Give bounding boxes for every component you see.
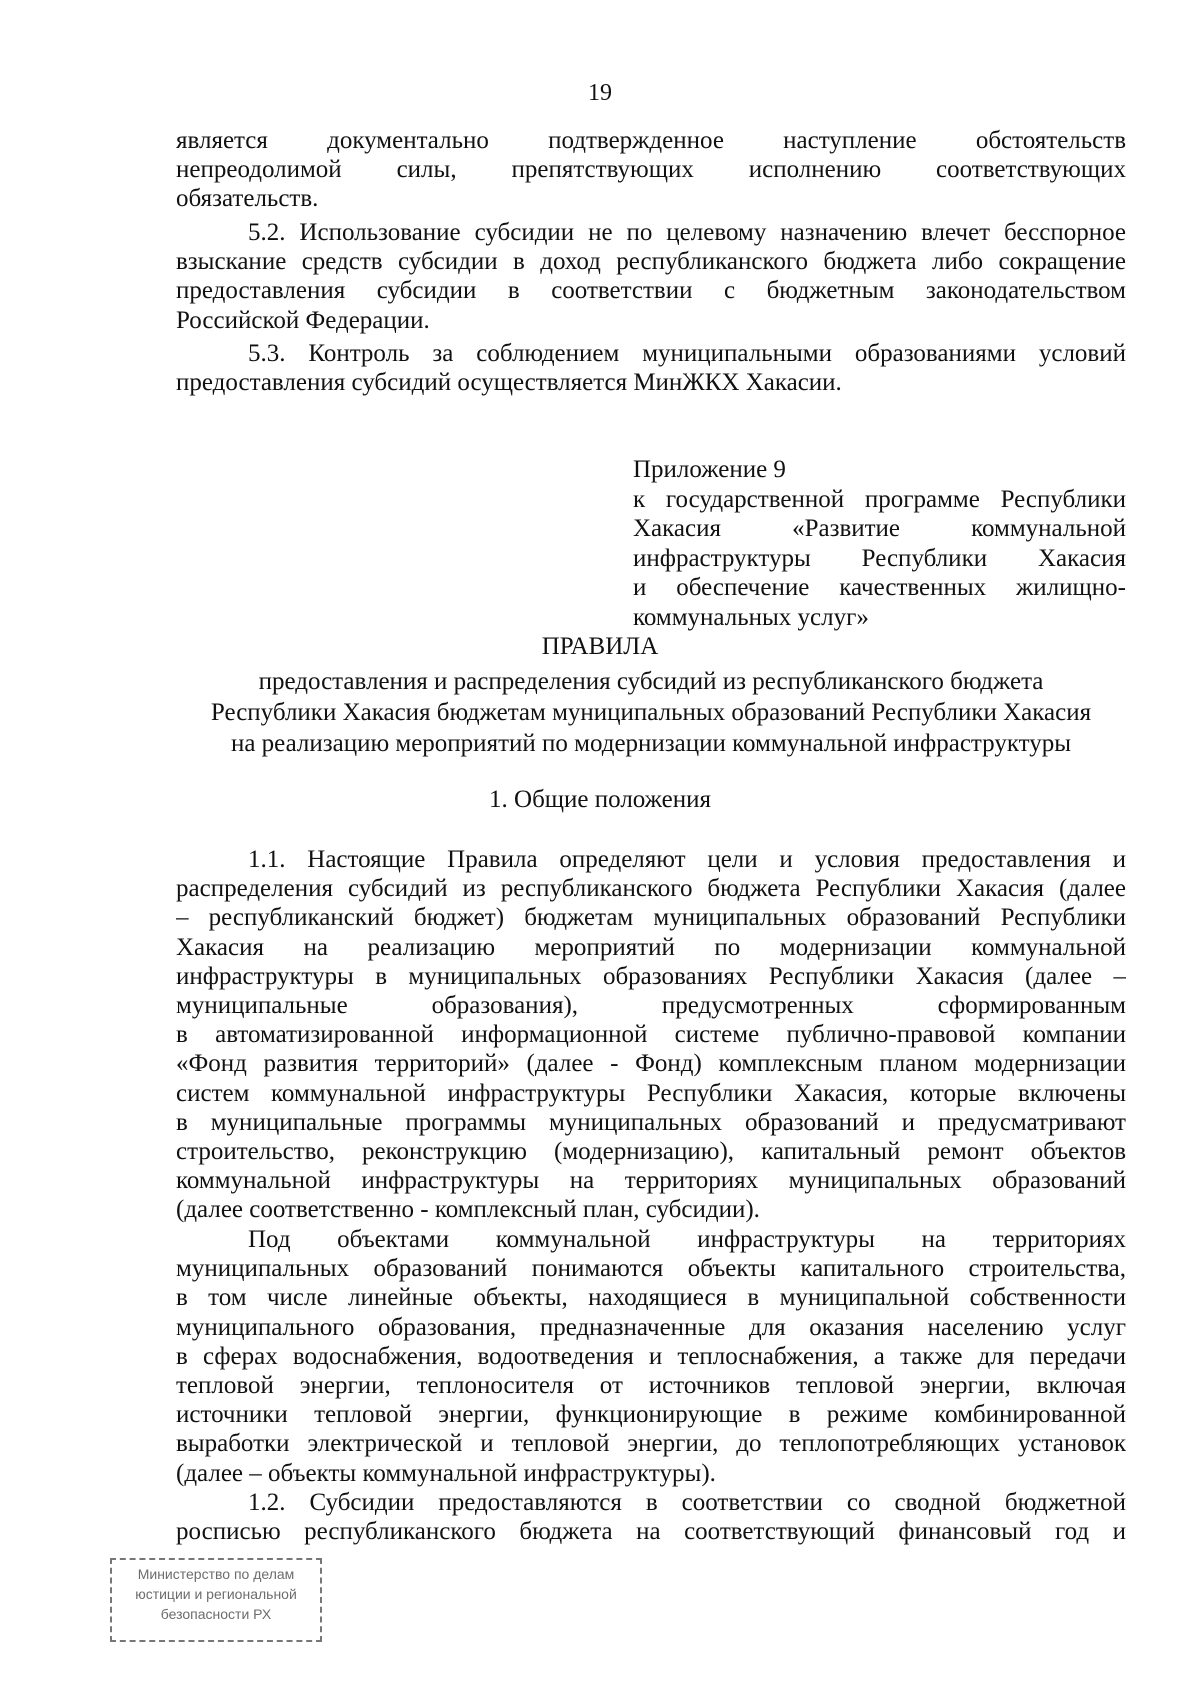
text-line: в муниципальные программы муниципальных образований и предусматривают xyxy=(176,1108,1126,1136)
text-line: непреодолимой силы, препятствующих исполнению соответствующих xyxy=(176,156,1126,184)
text-line: Хакасия на реализацию мероприятий по модернизации коммунальной xyxy=(176,933,1126,961)
text-line: предоставления субсидий осуществляется МинЖКХ Хакасии. xyxy=(176,369,842,397)
appendix-line: и обеспечение качественных жилищно- xyxy=(633,574,1126,602)
text-line: предоставления субсидии в соответствии с бюджетным законодательством xyxy=(176,277,1126,305)
text-line: Под объектами коммунальной инфраструктуры на территориях xyxy=(248,1226,1126,1253)
paragraph-5-2 xyxy=(176,218,1126,335)
rules-subtitle xyxy=(176,666,1126,759)
page-number: 19 xyxy=(588,80,612,106)
text-line: является документально подтвержденное наступление обстоятельств xyxy=(176,127,1126,154)
stamp-line: юстиции и региональной xyxy=(135,1586,297,1602)
subtitle-line: Республики Хакасия бюджетам муниципальных образований Республики Хакасия xyxy=(210,699,1092,726)
paragraph-1-1 xyxy=(176,845,1126,1224)
text-line: (далее – объекты коммунальной инфраструктуры). xyxy=(176,1459,716,1487)
text-line: Российской Федерации. xyxy=(176,306,430,334)
text-line: 5.2. Использование субсидии не по целевому назначению влечет бесспорное xyxy=(248,219,1126,246)
subtitle-line: предоставления и распределения субсидий из республиканского бюджета xyxy=(258,668,1044,695)
text-line: 5.3. Контроль за соблюдением муниципальными образованиями условий xyxy=(248,340,1126,367)
text-line: распределения субсидий из республиканского бюджета Республики Хакасия (далее xyxy=(176,875,1126,903)
text-line: инфраструктуры в муниципальных образованиях Республики Хакасия (далее – xyxy=(176,962,1126,990)
stamp-line: безопасности РХ xyxy=(160,1606,272,1622)
subtitle-line: на реализацию мероприятий по модернизации коммунальной инфраструктуры xyxy=(230,730,1072,757)
text-line: муниципальных образований понимаются объекты капитального строительства, xyxy=(176,1255,1126,1283)
appendix-line: Приложение 9 xyxy=(633,456,786,483)
text-line: в автоматизированной информационной системе публично-правовой компании xyxy=(176,1021,1126,1049)
text-line: выработки электрической и тепловой энергии, до теплопотребляющих установок xyxy=(176,1430,1126,1458)
text-line: взыскание средств субсидии в доход республиканского бюджета либо сокращение xyxy=(176,248,1126,276)
paragraph-objects-definition xyxy=(176,1225,1126,1488)
paragraph-5-3 xyxy=(176,339,1126,397)
paragraph-1-2 xyxy=(176,1488,1126,1546)
appendix-line: инфраструктуры Республики Хакасия xyxy=(633,544,1126,572)
text-line: коммунальной инфраструктуры на территориях муниципальных образований xyxy=(176,1167,1126,1195)
text-line: источники тепловой энергии, функционирующие в режиме комбинированной xyxy=(176,1401,1126,1429)
stamp-line: Министерство по делам xyxy=(137,1566,295,1582)
text-line: – республиканский бюджет) бюджетам муниципальных образований Республики xyxy=(176,904,1126,932)
appendix-line: к государственной программе Республики xyxy=(633,485,1126,513)
paragraph-force-majeure xyxy=(176,126,1126,214)
text-line: тепловой энергии, теплоносителя от источников тепловой энергии, включая xyxy=(176,1371,1126,1399)
text-line: росписью республиканского бюджета на соответствующий финансовый год и xyxy=(176,1518,1126,1546)
registration-stamp xyxy=(110,1558,322,1642)
text-line: 1.2. Субсидии предоставляются в соответствии со сводной бюджетной xyxy=(248,1489,1126,1516)
rules-title: ПРАВИЛА xyxy=(541,633,659,660)
text-line: в сферах водоснабжения, водоотведения и теплоснабжения, а также для передачи xyxy=(176,1342,1126,1370)
text-line: «Фонд развития территорий» (далее - Фонд) комплексным планом модернизации xyxy=(176,1050,1126,1078)
text-line: обязательств. xyxy=(176,185,319,213)
text-line: муниципальные образования), предусмотренных сформированным xyxy=(176,991,1126,1019)
text-line: строительство, реконструкцию (модернизацию), капитальный ремонт объектов xyxy=(176,1137,1126,1165)
text-line: систем коммунальной инфраструктуры Республики Хакасия, которые включены xyxy=(176,1079,1126,1107)
appendix-header xyxy=(633,455,1126,633)
text-line: муниципального образования, предназначенные для оказания населению услуг xyxy=(176,1313,1126,1341)
appendix-line: Хакасия «Развитие коммунальной xyxy=(633,515,1126,543)
text-line: (далее соответственно - комплексный план, субсидии). xyxy=(176,1196,760,1224)
appendix-line: коммунальных услуг» xyxy=(633,603,869,631)
text-line: 1.1. Настоящие Правила определяют цели и условия предоставления и xyxy=(248,846,1126,873)
text-line: в том числе линейные объекты, находящиеся в муниципальной собственности xyxy=(176,1284,1126,1312)
section-heading: 1. Общие положения xyxy=(489,786,711,813)
